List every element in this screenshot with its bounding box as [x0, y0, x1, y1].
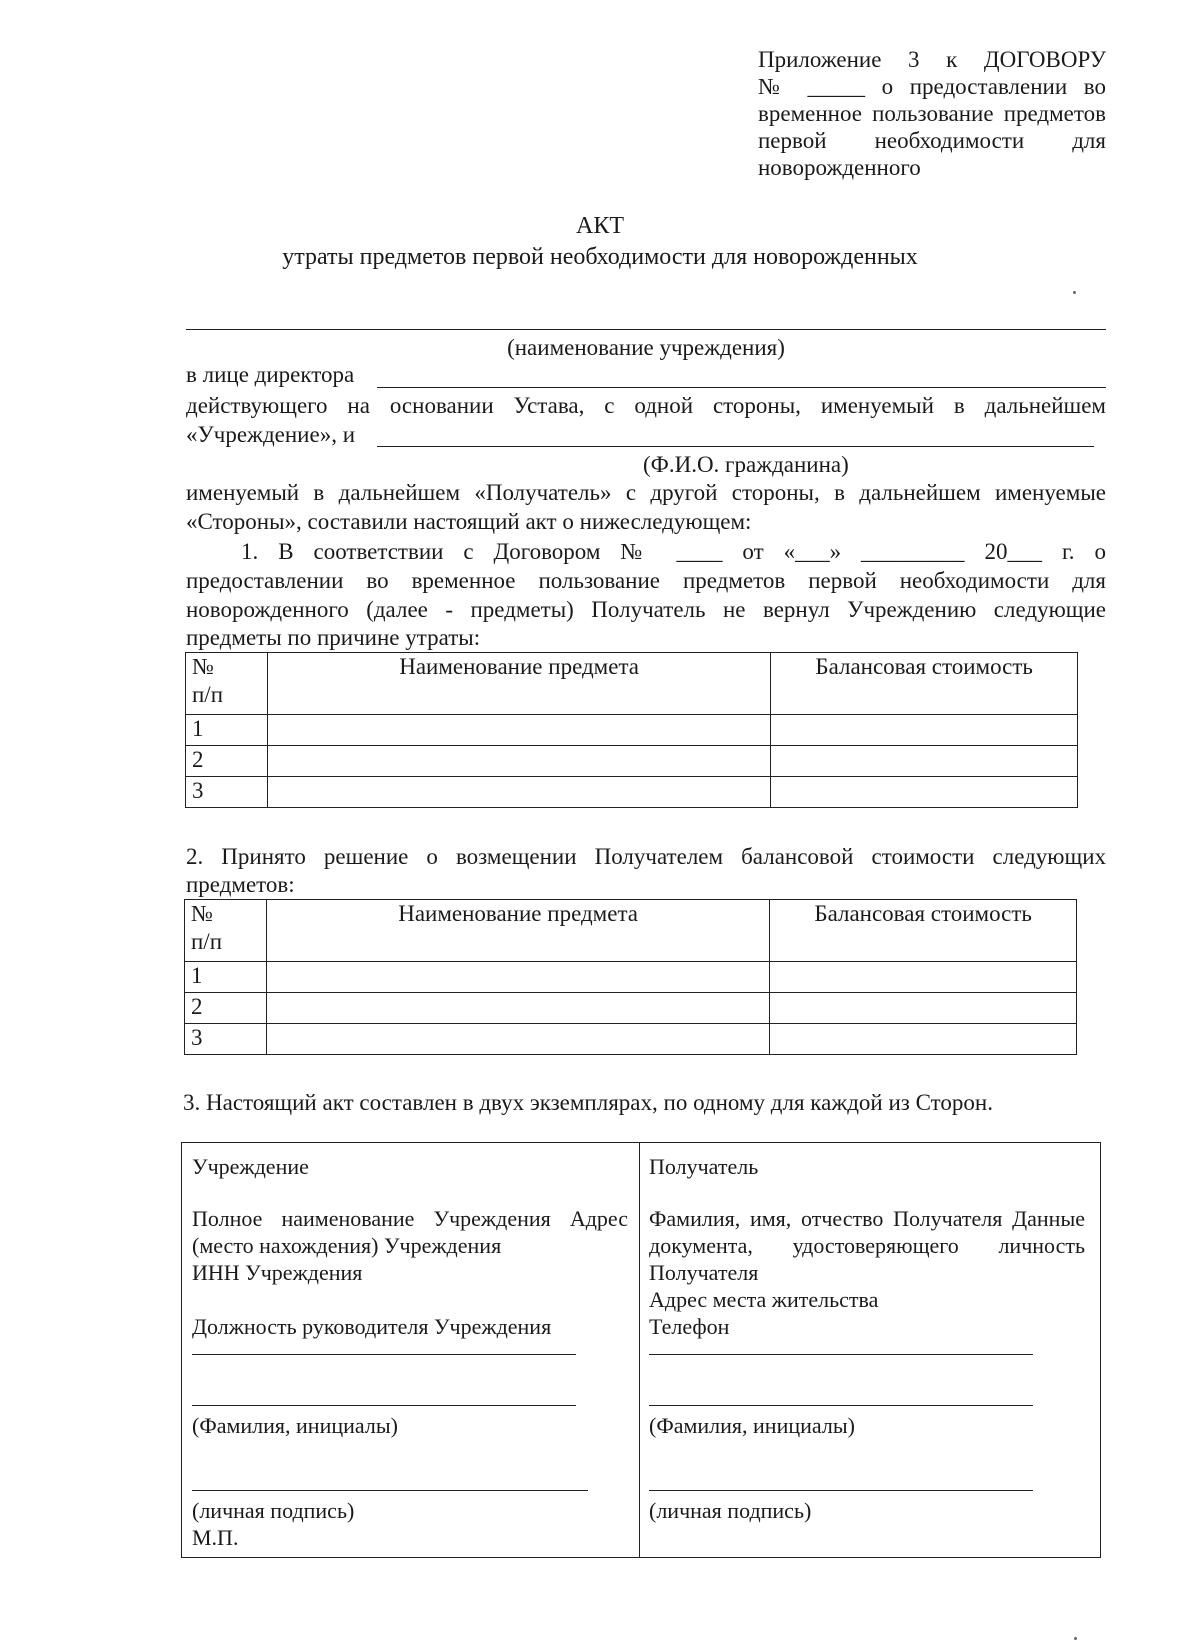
row-item-name: [266, 962, 769, 993]
header-item-name: Наименование предмета: [266, 900, 769, 962]
institution-position-line: [192, 1354, 576, 1355]
signature-block: [181, 1142, 1101, 1558]
header-item-name: Наименование предмета: [267, 653, 770, 715]
clause1-line4: предметы по причине утраты:: [186, 625, 481, 650]
row-item-name: [266, 993, 769, 1024]
clause1-line1: 1. В соответствии с Договором № ____ от «___» _________ 20___ г. о: [241, 539, 1106, 564]
recipient-signature-line: [649, 1490, 1033, 1491]
appendix-line-3: временное пользование предметов: [758, 101, 1106, 126]
table-row: [186, 715, 1078, 746]
signature-divider: [639, 1143, 640, 1557]
appendix-line-5: новорожденного: [758, 155, 921, 180]
clause3-text: 3. Настоящий акт составлен в двух экземплярах, по одному для каждой из Сторон.: [183, 1090, 993, 1115]
institution-name-sign-line: [192, 1405, 576, 1406]
institution-caption: (наименование учреждения): [507, 335, 785, 360]
row-number: 3: [186, 777, 268, 808]
row-number: 2: [185, 993, 267, 1024]
clause1-line3: новорожденного (далее - предметы) Получатель не вернул Учреждению следующие: [186, 597, 1106, 622]
recipient-line-3: Получателя: [649, 1260, 759, 1285]
institution-line-4: Должность руководителя Учреждения: [192, 1314, 552, 1339]
table-row: [185, 993, 1077, 1024]
clause1-line2: предоставлении во временное пользование предметов первой необходимости для: [186, 568, 1106, 593]
appendix-line-2: № _____ о предоставлении во: [758, 74, 1106, 99]
header-balance-cost: Балансовая стоимость: [770, 900, 1077, 962]
director-label: в лице директора: [186, 362, 355, 387]
header-balance-cost: Балансовая стоимость: [771, 653, 1078, 715]
header-number-pp: п/п: [192, 682, 224, 707]
row-balance-cost: [771, 746, 1078, 777]
director-name-line: [377, 387, 1106, 388]
citizen-name-line: [377, 446, 1094, 447]
scan-speck: [1074, 1637, 1077, 1640]
recipient-name-caption: (Фамилия, инициалы): [649, 1413, 855, 1438]
parties-line: «Стороны», составили настоящий акт о нижеследующем:: [186, 509, 752, 534]
recipient-name-sign-line: [649, 1405, 1033, 1406]
document-title: АКТ: [576, 213, 624, 239]
clause2-line2: предметов:: [186, 872, 295, 897]
recipient-signature-caption: (личная подпись): [649, 1498, 812, 1523]
institution-line-1: Полное наименование Учреждения Адрес: [192, 1206, 628, 1231]
table-row: [185, 962, 1077, 993]
appendix-reference: [758, 46, 1106, 181]
institution-line-2: (место нахождения) Учреждения: [192, 1233, 502, 1258]
row-number: 1: [185, 962, 267, 993]
row-balance-cost: [770, 1024, 1077, 1055]
recipient-line-5: Телефон: [649, 1314, 730, 1339]
table-row: [185, 1024, 1077, 1055]
table-header-row: [186, 653, 1078, 715]
header-number-pp: п/п: [191, 929, 223, 954]
header-number-sign: №: [191, 901, 213, 926]
recipient-line-1: Фамилия, имя, отчество Получателя Данные: [649, 1206, 1085, 1231]
recipient-line-4: Адрес места жительства: [649, 1287, 879, 1312]
institution-heading: Учреждение: [192, 1154, 309, 1179]
header-number: [185, 900, 267, 962]
recipient-heading: Получатель: [649, 1154, 759, 1179]
clause2-line1: 2. Принято решение о возмещении Получателем балансовой стоимости следующих: [186, 844, 1106, 869]
row-balance-cost: [770, 993, 1077, 1024]
table-header-row: [185, 900, 1077, 962]
institution-and: «Учреждение», и: [186, 422, 355, 447]
row-item-name: [267, 777, 770, 808]
recipient-line-2: документа, удостоверяющего личность: [649, 1233, 1085, 1258]
lost-items-table: [185, 652, 1078, 808]
appendix-line-4: первой необходимости для: [758, 128, 1106, 153]
institution-line-3: ИНН Учреждения: [192, 1260, 363, 1285]
row-balance-cost: [771, 777, 1078, 808]
table-row: [186, 777, 1078, 808]
row-item-name: [267, 715, 770, 746]
row-balance-cost: [770, 962, 1077, 993]
recipient-line: именуемый в дальнейшем «Получатель» с другой стороны, в дальнейшем именуемые: [186, 480, 1106, 505]
institution-signature-line: [192, 1490, 588, 1491]
stamp-label: М.П.: [192, 1525, 239, 1550]
row-item-name: [266, 1024, 769, 1055]
institution-name-line: [186, 329, 1106, 330]
recipient-phone-line: [649, 1354, 1033, 1355]
acting-line: действующего на основании Устава, с одной стороны, именуемый в дальнейшем: [186, 393, 1106, 418]
compensation-items-table: [184, 899, 1077, 1055]
citizen-caption: (Ф.И.О. гражданина): [643, 452, 849, 477]
institution-name-caption: (Фамилия, инициалы): [192, 1413, 398, 1438]
table-row: [186, 746, 1078, 777]
row-balance-cost: [771, 715, 1078, 746]
appendix-line-1: Приложение 3 к ДОГОВОРУ: [758, 47, 1106, 72]
document-subtitle: утраты предметов первой необходимости для новорожденных: [282, 244, 918, 270]
institution-signature-caption: (личная подпись): [192, 1498, 355, 1523]
header-number-sign: №: [192, 654, 214, 679]
row-number: 1: [186, 715, 268, 746]
row-number: 2: [186, 746, 268, 777]
row-item-name: [267, 746, 770, 777]
scan-speck: [1073, 291, 1076, 294]
row-number: 3: [185, 1024, 267, 1055]
header-number: [186, 653, 268, 715]
